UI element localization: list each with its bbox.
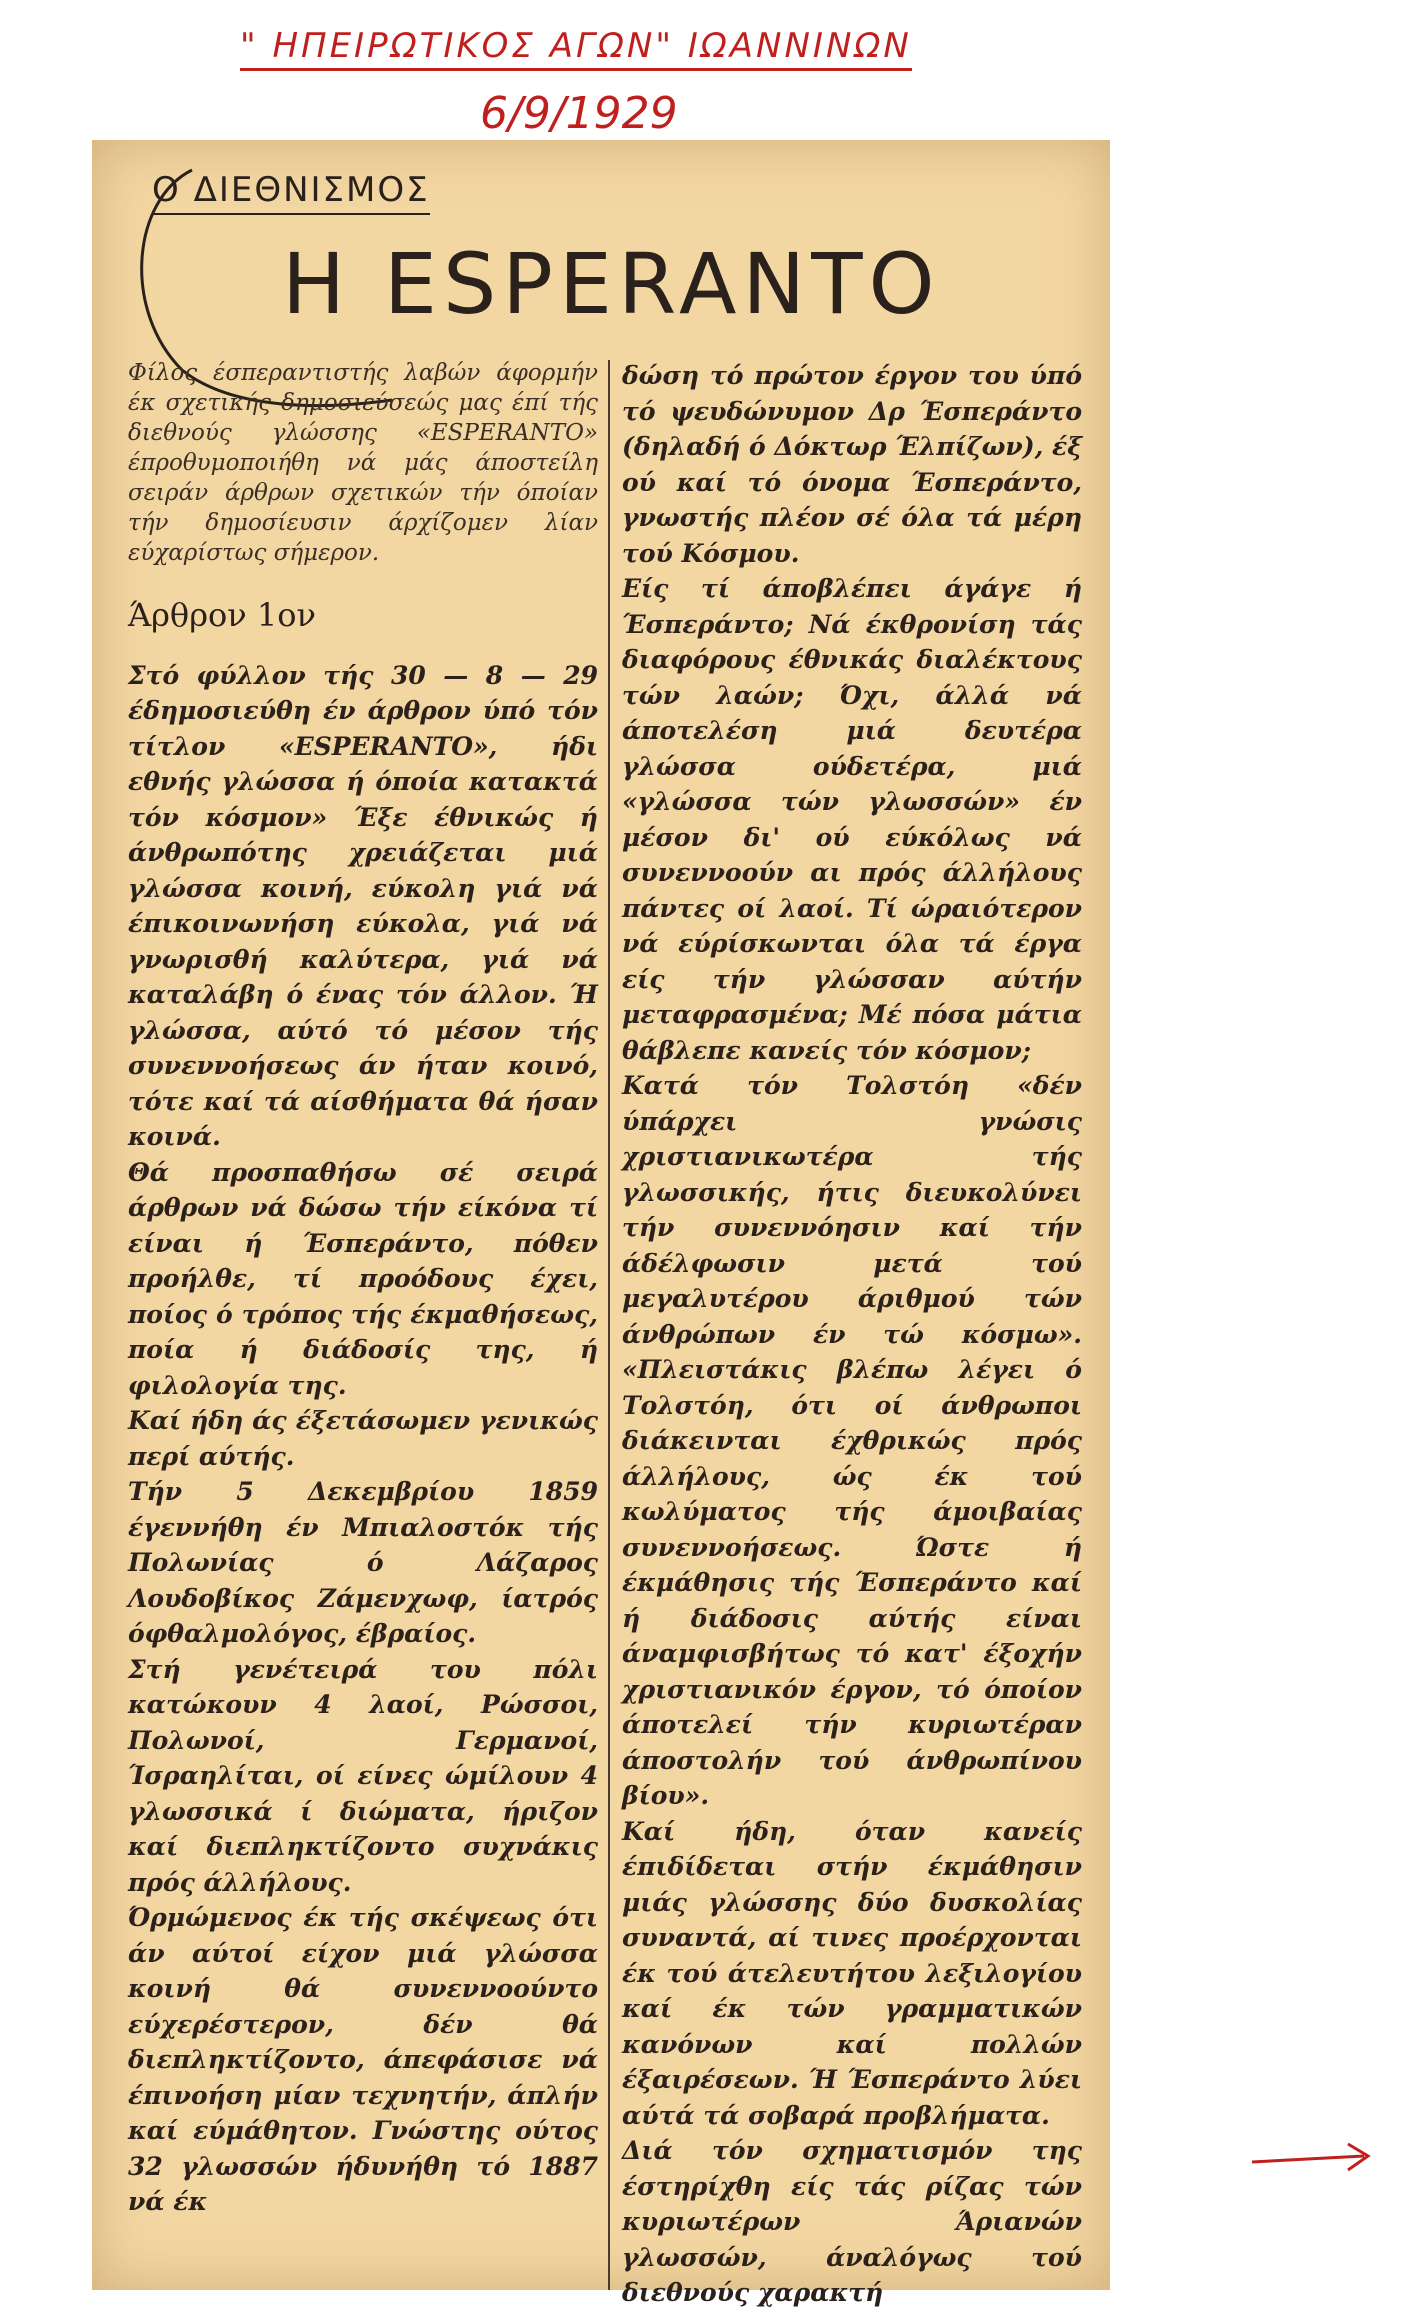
body-paragraph: Διά τόν σχηματισμόν της έστηρίχθη είς τάς ρίζας τών κυριωτέρων Άριανών γλωσσών, άναλόγως τού διεθνούς χαρακτή xyxy=(622,2136,1082,2307)
body-paragraph: Τήν 5 Δεκεμβρίου 1859 έγεννήθη έν Μπιαλοστόκ τής Πολωνίας ό Λάζαρος Λουδοβίκος Ζάμενχωφ, ίατρός όφθαλμολόγος, έβραίος. xyxy=(128,1477,598,1648)
handwritten-date: 6/9/1929 xyxy=(480,88,678,139)
handwritten-source-note: " ΗΠΕΙΡΩΤΙΚΟΣ ΑΓΩΝ" ΙΩΑΝΝΙΝΩΝ xyxy=(240,26,912,71)
newspaper-clipping xyxy=(92,140,1110,2307)
article-headline: Η ESPERANTO xyxy=(282,235,941,333)
body-paragraph: Στή γενέτειρά του πόλι κατώκουν 4 λαοί, Ρώσσοι, Πολωνοί, Γερμανοί, Ίσραηλίται, οί είνες ώμίλουν 4 γλωσσικά ί διώματα, ήριζον καί διεπληκτίζοντο συχνάκις πρός άλλήλους. xyxy=(128,1654,598,1897)
column-divider xyxy=(608,360,610,2290)
body-paragraph: Όρμώμενος έκ τής σκέψεως ότι άν αύτοί είχον μιά γλώσσα κοινή θά συνεννοούντο εύχερέστερον, δέν θά διεπληκτίζοντο, άπεφάσισε νά έπινοήση μίαν τεχνητήν, άπλήν καί εύμάθητον. Γνώστης ούτος 32 γλωσσών ήδυνήθη τό 1887 νά έκ xyxy=(128,1903,598,2216)
left-column xyxy=(128,358,598,2220)
body-paragraph: Καί ήδη άς έξετάσωμεν γενικώς περί αύτής. xyxy=(128,1406,598,1471)
body-paragraph: Θά προσπαθήσω σέ σειρά άρθρων νά δώσω τήν είκόνα τί είναι ή Έσπεράντο, πόθεν προήλθε, τί προόδους έχει, ποίος ό τρόπος τής έκμαθήσεως, ποία ή διάδοσίς της, ή φιλολογία της. xyxy=(128,1157,598,1400)
body-paragraph: Είς τί άποβλέπει άγάγε ή Έσπεράντο; Νά έκθρονίση τάς διαφόρους έθνικάς διαλέκτους τών λαών; Όχι, άλλά νά άποτελέση μιά δευτέρα γλώσσα ούδετέρα, μιά «γλώσσα τών γλωσσών» έν μέσον δι' ού εύκόλως νά συνεννοούν αι πρός άλλήλους πάντες οί λαοί. Τί ώραιότερον νά εύρίσκωνται όλα τά έργα είς τήν γλώσσαν αύτήν μεταφρασμένα; Μέ πόσα μάτια θάβλεπε κανείς τόν κόσμον; xyxy=(622,574,1082,1065)
article-part-heading: Άρθρον 1ον xyxy=(128,596,316,634)
body-paragraph: Στό φύλλον τής 30 — 8 — 29 έδημοσιεύθη έν άρθρον ύπό τόν τίτλον «ESPERANTO», ήδι εθνής γλώσσα ή όποία κατακτά τόν κόσμον» Έξε έθνικώς ή άνθρωπότης χρειάζεται μιά γλώσσα κοινή, εύκολη γιά νά έπικοινωνήση εύκολα, γιά νά γνωρισθή καλύτερα, γιά νά καταλάβη ό ένας τόν άλλον. Ή γλώσσα, αύτό τό μέσον τής συνεννοήσεως άν ήταν κοινό, τότε καί τά αίσθήματα θά ήσαν κοινά. xyxy=(128,660,598,1151)
right-column xyxy=(622,358,1082,2311)
body-paragraph: Καί ήδη, όταν κανείς έπιδίδεται στήν έκμάθησιν μιάς γλώσσης δύο δυσκολίας συναντά, αί τινες προέρχονται έκ τού άτελευτήτου λεξιλογίου καί έκ τών γραμματικών κανόνων καί πολλών έξαιρέσεων. Ή Έσπεράντο λύει αύτά τά σοβαρά προβλήματα. xyxy=(622,1816,1082,2130)
body-paragraph: δώση τό πρώτον έργον του ύπό τό ψευδώνυμον Δρ Έσπεράντο (δηλαδή ό Δόκτωρ Έλπίζων), έξ ού καί τό όνομα Έσπεράντο, γνωστής πλέον σέ όλα τά μέρη τού Κόσμου. xyxy=(622,361,1082,568)
arrow-right-icon xyxy=(1248,2138,1378,2178)
intro-paragraph: Φίλος έσπεραντιστής λαβών άφορμήν έκ σχετικής δημοσιεύσεώς μας έπί τής διεθνούς γλώσσης «ESPERANTO» έπροθυμοποιήθη νά μάς άποστείλη σειράν άρθρων σχετικών τήν όποίαν τήν δημοσίευσιν άρχίζομεν λίαν εύχαρίστως σήμερον. xyxy=(128,360,598,566)
body-paragraph: Κατά τόν Τολστόη «δέν ύπάρχει γνώσις χριστιανικωτέρα τής γλωσσικής, ήτις διευκολύνει τήν συνεννόησιν καί τήν άδέλφωσιν μετά τού μεγαλυτέρου άριθμού τών άνθρώπων έν τώ κόσμω». «Πλειστάκις βλέπω λέγει ό Τολστόη, ότι οί άνθρωποι διάκεινται έχθρικώς πρός άλλήλους, ώς έκ τού κωλύματος τής άμοιβαίας συνεννοήσεως. Ώστε ή έκμάθησις τής Έσπεράντο καί ή διάδοσις αύτής είναι άναμφισβήτως τό κατ' έξοχήν χριστιανικόν έργον, τό όποίον άποτελεί τήν κυριωτέραν άποστολήν τού άνθρωπίνου βίου». xyxy=(622,1071,1082,1810)
section-rubric: Ο ΔΙΕΘΝΙΣΜΟΣ xyxy=(152,170,430,215)
